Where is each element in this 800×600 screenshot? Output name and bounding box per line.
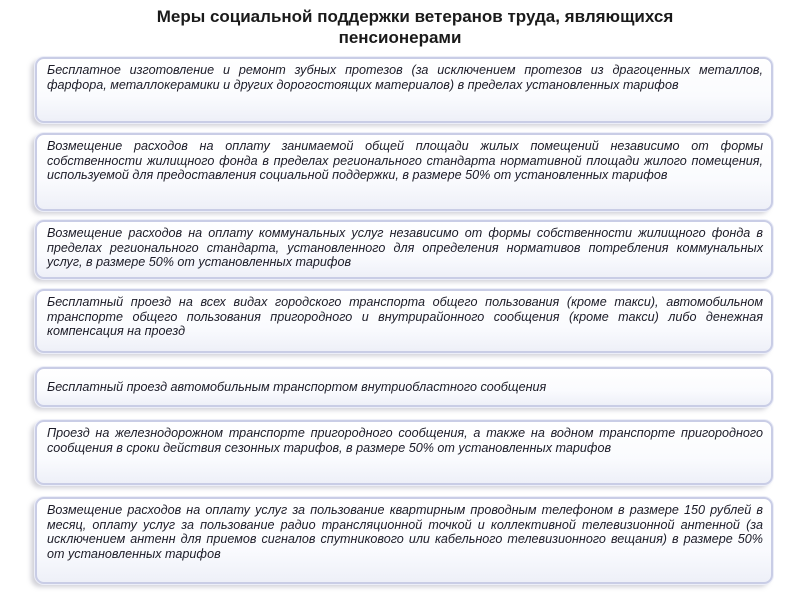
measure-item-telephone-radio-tv (35, 497, 773, 584)
title-line-1: Меры социальной поддержки ветеранов труда, являющихся (156, 7, 674, 26)
measure-item-text: Возмещение расходов на оплату коммунальных услуг независимо от формы собственности жилищного фонда в пределах регионального стандарта, установленного для определения нормативов потребления коммунальных услуг, в размере 50% от установленных тарифов (47, 226, 763, 270)
measure-item-suburban-rail (35, 420, 773, 485)
measure-item-text: Возмещение расходов на оплату занимаемой общей площади жилых помещений независимо от формы собственности жилищного фонда в пределах регионального стандарта нормативной площади жилого помещения, используемой для предоставления социальной поддержки, в размере 50% от установленных тарифов (47, 139, 763, 183)
measure-item-text: Проезд на железнодорожном транспорте пригородного сообщения, а также на водном транспорте пригородного сообщения в сроки действия сезонных тарифов, в размере 50% от установленных тарифов (47, 426, 763, 455)
measure-item-text: Бесплатное изготовление и ремонт зубных протезов (за исключением протезов из драгоценных металлов, фарфора, металлокерамики и других дорогостоящих материалов) в пределах установленных тарифов (47, 63, 763, 92)
measure-item-text: Возмещение расходов на оплату услуг за пользование квартирным проводным телефоном в размере 150 рублей в месяц, оплату услуг за пользование радио трансляционной точкой и коллективной телевизионной антенной (за исключением антенн для приемов сигналов спутникового или кабельного телевизионного вещания) в размере 50% от установленных тарифов (47, 503, 763, 561)
measure-item-free-city-transport (35, 289, 773, 353)
page-title (0, 6, 800, 48)
measure-item-free-regional-bus (35, 367, 773, 407)
measure-item-housing-compensation (35, 133, 773, 211)
measure-item-utilities-compensation (35, 220, 773, 279)
measure-item-text: Бесплатный проезд автомобильным транспортом внутриобластного сообщения (47, 380, 547, 394)
measure-item-text: Бесплатный проезд на всех видах городского транспорта общего пользования (кроме такси), автомобильном транспорте общего пользования пригородного и внутрирайонного сообщения (кроме такси) либо денежная компенсация на проезд (47, 295, 763, 339)
measure-item-dental-prosthetics (35, 57, 773, 123)
title-line-2: пенсионерами (338, 28, 462, 47)
